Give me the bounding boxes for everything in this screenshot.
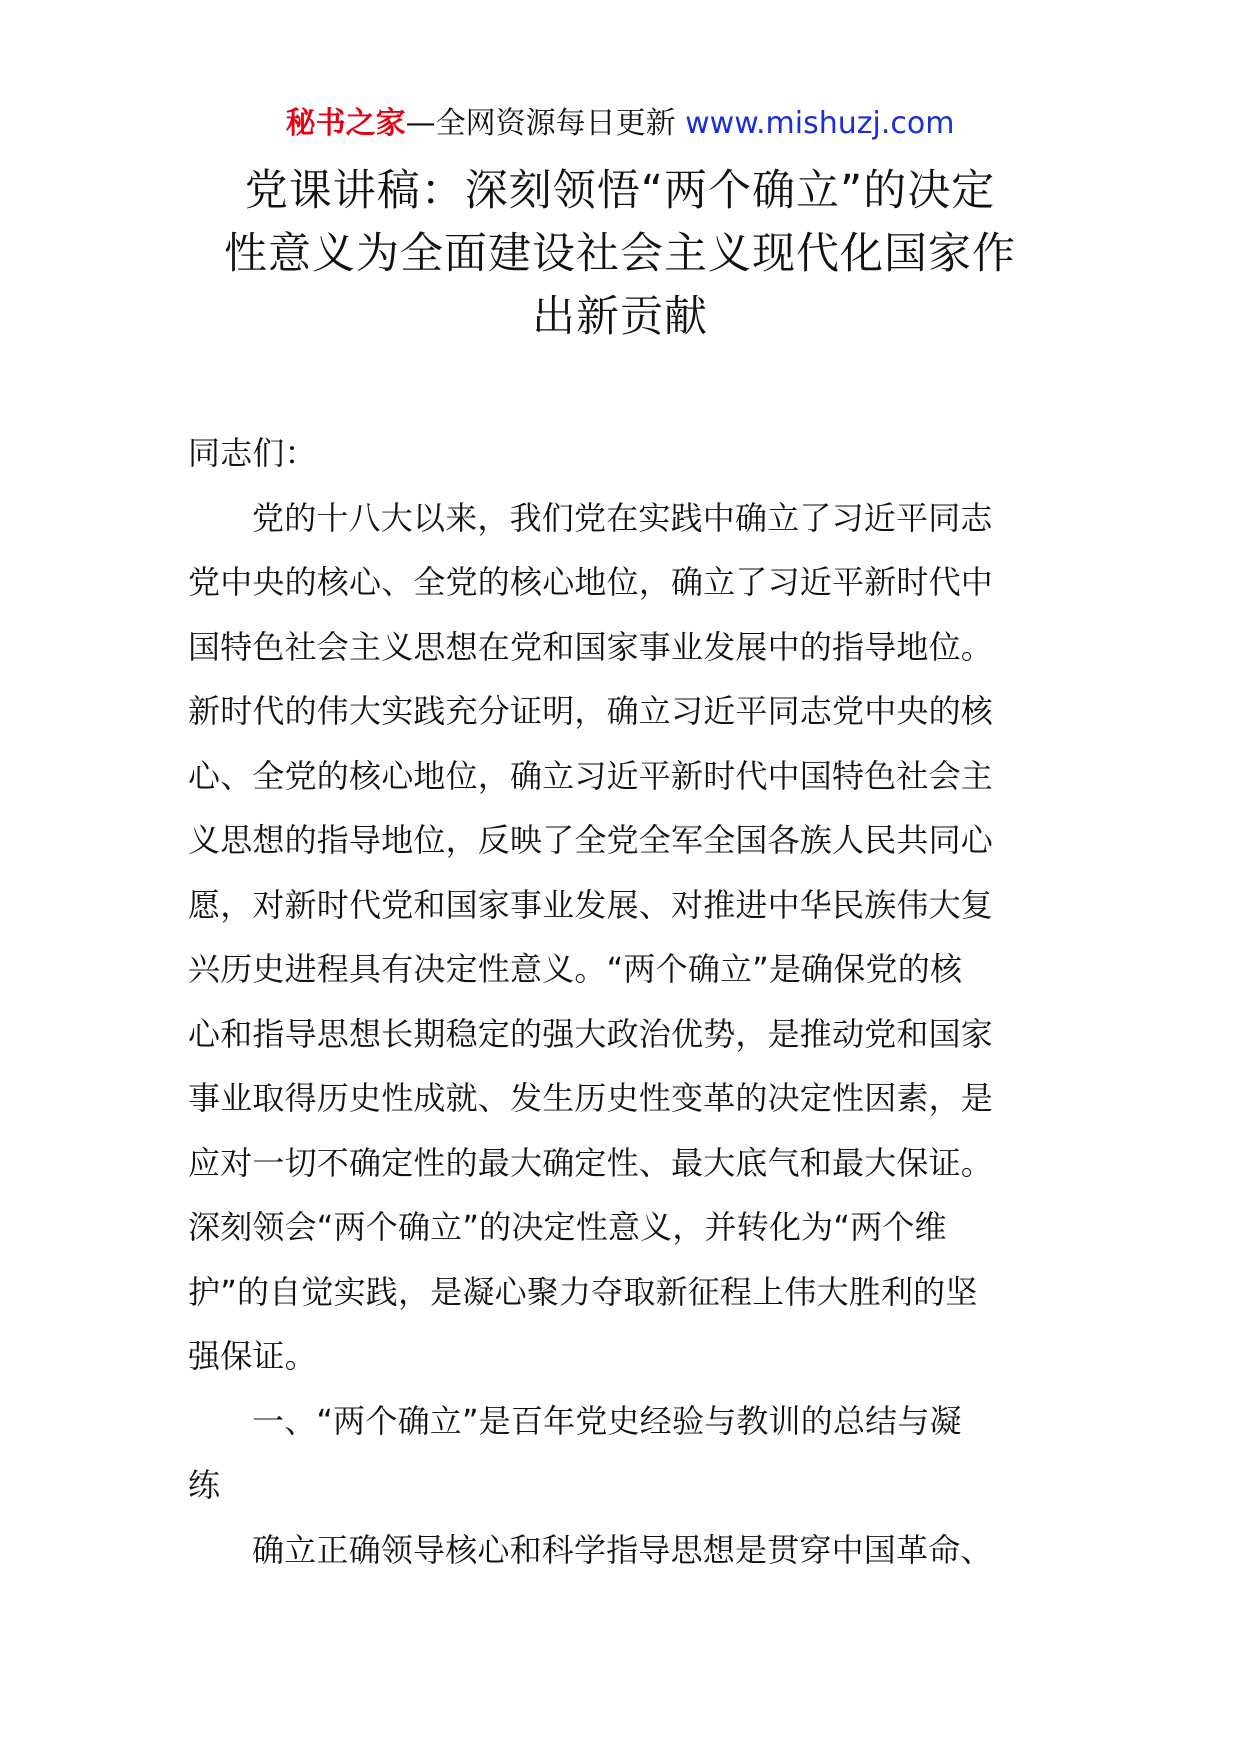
section-heading-line: 一、“两个确立”是百年党史经验与教训的总结与凝 xyxy=(252,1401,962,1440)
paragraph-line: 事业取得历史性成就、发生历史性变革的决定性因素，是 xyxy=(188,1079,994,1117)
paragraph-line: 心、全党的核心地位，确立习近平新时代中国特色社会主 xyxy=(188,756,994,795)
title-line: 党课讲稿：深刻领悟“两个确立”的决定 xyxy=(244,166,996,216)
paragraph-line: 党的十八大以来，我们党在实践中确立了习近平同志 xyxy=(252,498,993,537)
brand-name: 秘书之家 xyxy=(285,106,406,141)
paragraph-line: 兴历史进程具有决定性意义。“两个确立”是确保党的核 xyxy=(188,950,963,988)
paragraph-line: 应对一切不确定性的最大确定性、最大底气和最大保证。 xyxy=(188,1143,994,1182)
paragraph-line: 义思想的指导地位，反映了全党全军全国各族人民共同心 xyxy=(188,821,994,859)
section-heading-line: 练 xyxy=(188,1466,221,1504)
paragraph-line: 愿，对新时代党和国家事业发展、对推进中华民族伟大复 xyxy=(188,885,994,924)
paragraph-line: 国特色社会主义思想在党和国家事业发展中的指导地位。 xyxy=(188,627,994,666)
document-title xyxy=(190,160,1050,349)
document-body xyxy=(188,421,1050,1582)
paragraph-line: 心和指导思想长期稳定的强大政治优势，是推动党和国家 xyxy=(188,1014,994,1053)
page-header xyxy=(0,102,1240,146)
paragraph-line: 强保证。 xyxy=(188,1337,317,1375)
paragraph-line: 确立正确领导核心和科学指导思想是贯穿中国革命、 xyxy=(252,1530,993,1569)
paragraph-line: 新时代的伟大实践充分证明，确立习近平同志党中央的核 xyxy=(188,692,994,730)
title-line: 性意义为全面建设社会主义现代化国家作 xyxy=(224,229,1016,279)
paragraph-line: 护”的自觉实践，是凝心聚力夺取新征程上伟大胜利的坚 xyxy=(188,1272,978,1311)
website-link[interactable]: www.mishuzj.com xyxy=(685,106,955,141)
salutation: 同志们： xyxy=(188,434,317,472)
header-tagline: —全网资源每日更新 xyxy=(405,106,686,141)
paragraph-line: 党中央的核心、全党的核心地位，确立了习近平新时代中 xyxy=(188,563,994,601)
paragraph-line: 深刻领会“两个确立”的决定性意义，并转化为“两个维 xyxy=(188,1208,947,1246)
title-line: 出新贡献 xyxy=(532,292,708,342)
